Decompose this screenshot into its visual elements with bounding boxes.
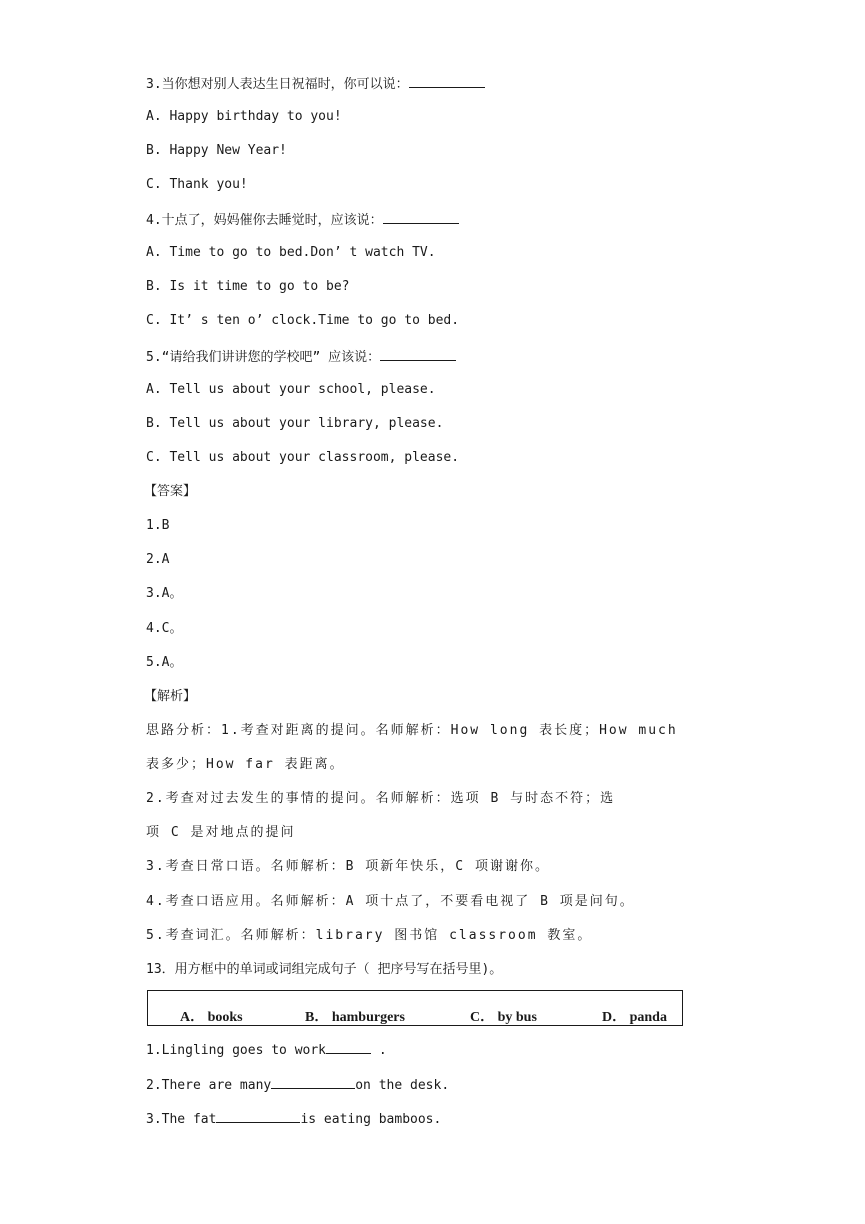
word-option-d: D． panda bbox=[602, 1010, 667, 1025]
answer-item: 3.A。 bbox=[146, 586, 183, 601]
answer-item: 2.A bbox=[146, 552, 170, 567]
question-stem-text: 3.当你想对别人表达生日祝福时，你可以说： bbox=[146, 77, 409, 92]
option-a: A. Tell us about your school, please. bbox=[146, 382, 436, 397]
answer-blank bbox=[380, 347, 456, 361]
analysis-line: 思路分析：1.考查对距离的提问。名师解析：How long 表长度；How much bbox=[146, 723, 678, 738]
option-b: B. Tell us about your library, please. bbox=[146, 416, 444, 431]
answer-blank bbox=[383, 210, 459, 224]
option-c: C. Tell us about your classroom, please. bbox=[146, 450, 460, 465]
question-stem-text: 4.十点了，妈妈催你去睡觉时，应该说： bbox=[146, 213, 383, 228]
option-c: C. It’ s ten o’ clock.Time to go to bed. bbox=[146, 313, 460, 328]
option-a: A. Happy birthday to you! bbox=[146, 109, 342, 124]
answer-blank bbox=[326, 1040, 371, 1054]
analysis-line: 4.考查口语应用。名师解析：A 项十点了，不要看电视了 B 项是问句。 bbox=[146, 894, 635, 909]
answer-item: 1.B bbox=[146, 518, 170, 533]
sentence-text: 2.There are many bbox=[146, 1078, 272, 1093]
analysis-line: 2.考查对过去发生的事情的提问。名师解析：选项 B 与时态不符；选 bbox=[146, 791, 616, 806]
sentence-text: on the desk. bbox=[355, 1078, 450, 1093]
word-option-c: C． by bus bbox=[470, 1010, 537, 1025]
answer-blank bbox=[271, 1075, 355, 1089]
sentence-text: 3.The fat bbox=[146, 1112, 217, 1127]
analysis-heading: 【解析】 bbox=[144, 689, 197, 704]
answer-heading: 【答案】 bbox=[144, 484, 197, 499]
option-c: C. Thank you! bbox=[146, 177, 248, 192]
question-13-stem: 13．用方框中的单词或词组完成句子（ 把序号写在括号里)。 bbox=[146, 962, 503, 977]
word-option-b: B． hamburgers bbox=[305, 1010, 405, 1025]
option-b: B. Is it time to go to be? bbox=[146, 279, 350, 294]
option-b: B. Happy New Year! bbox=[146, 143, 287, 158]
analysis-line: 表多少；How far 表距离。 bbox=[146, 757, 345, 772]
sentence-text: is eating bamboos. bbox=[300, 1112, 442, 1127]
question-5-stem bbox=[146, 347, 456, 367]
analysis-line: 项 C 是对地点的提问 bbox=[146, 825, 296, 840]
answer-blank bbox=[216, 1109, 300, 1123]
sentence-text: 1.Lingling goes to work bbox=[146, 1043, 327, 1058]
question-3-stem bbox=[146, 74, 485, 94]
analysis-line: 5.考查词汇。名师解析：library 图书馆 classroom 教室。 bbox=[146, 928, 593, 943]
sentence-text: . bbox=[371, 1043, 387, 1058]
fill-sentence-1 bbox=[146, 1040, 387, 1060]
answer-item: 5.A。 bbox=[146, 655, 183, 670]
question-stem-text: 5.“请给我们讲讲您的学校吧” 应该说： bbox=[146, 350, 381, 365]
word-option-a: A． books bbox=[180, 1010, 243, 1025]
answer-item: 4.C。 bbox=[146, 621, 183, 636]
fill-sentence-3 bbox=[146, 1109, 441, 1129]
word-box bbox=[147, 990, 683, 1026]
option-a: A. Time to go to bed.Don’ t watch TV. bbox=[146, 245, 436, 260]
question-4-stem bbox=[146, 210, 459, 230]
analysis-line: 3.考查日常口语。名师解析：B 项新年快乐，C 项谢谢你。 bbox=[146, 859, 550, 874]
fill-sentence-2 bbox=[146, 1075, 449, 1095]
answer-blank bbox=[409, 74, 485, 88]
